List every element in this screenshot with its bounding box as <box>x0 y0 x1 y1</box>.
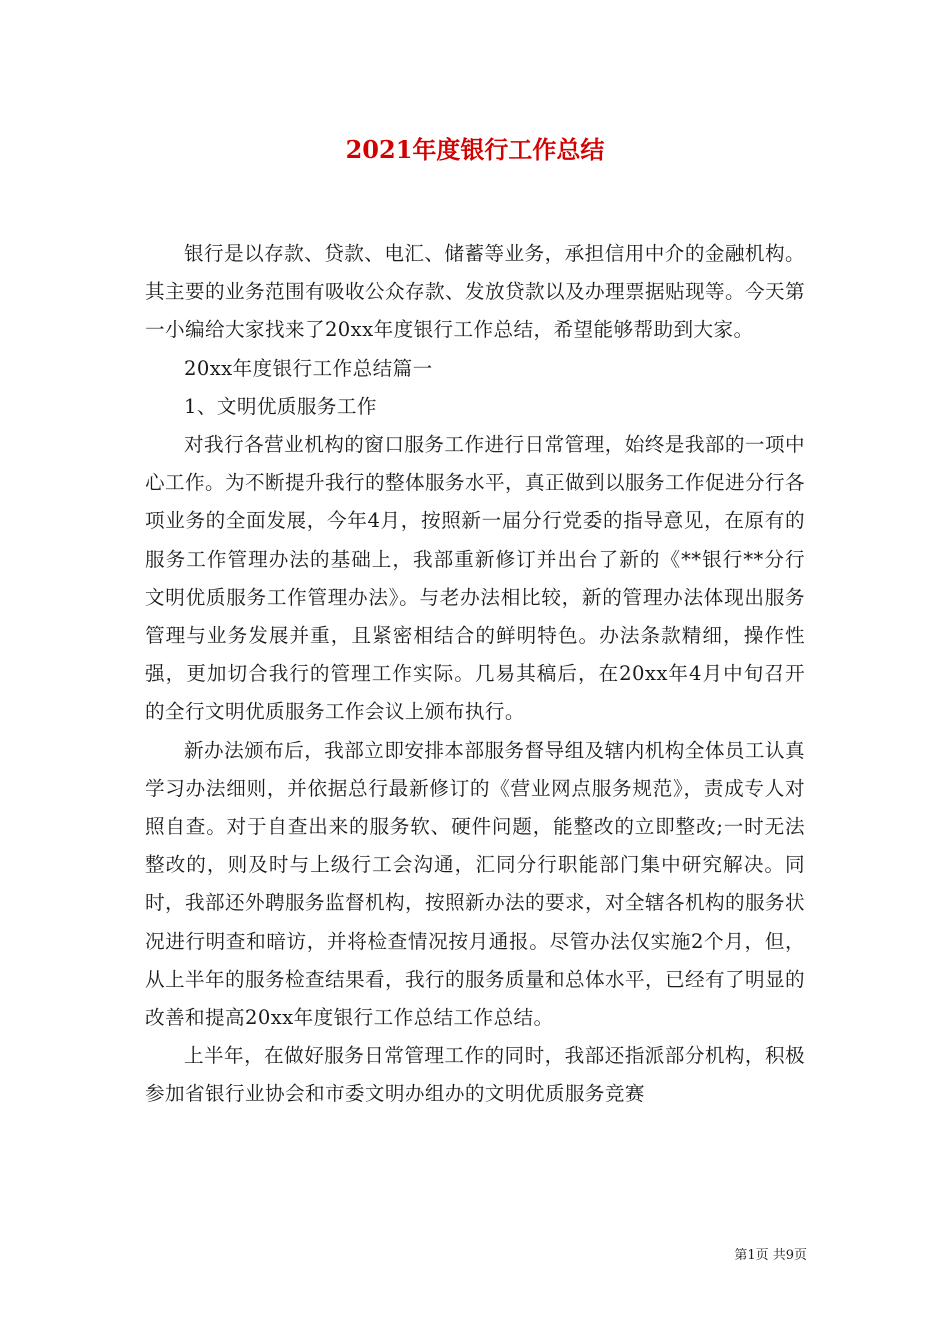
document-title: 2021年度银行工作总结 <box>345 135 605 164</box>
paragraph-intro: 银行是以存款、贷款、电汇、储蓄等业务，承担信用中介的金融机构。其主要的业务范围有吸收公众存款、发放贷款以及办理票据贴现等。今天第一小编给大家找来了20xx年度银行工作总结，希望能够帮助到大家。 <box>145 242 805 342</box>
section-heading: 20xx年度银行工作总结篇一 <box>184 356 433 380</box>
paragraph-new-rules: 新办法颁布后，我部立即安排本部服务督导组及辖内机构全体员工认真学习办法细则，并依据总行最新修订的《营业网点服务规范》，责成专人对照自查。对于自查出来的服务软、硬件问题，能整改的立即整改;一时无法整改的，则及时与上级行工会沟通，汇同分行职能部门集中研究解决。同时，我部还外聘服务监督机构，按照新办法的要求，对全辖各机构的服务状况进行明查和暗访，并将检查情况按月通报。尽管办法仅实施2个月，但，从上半年的服务检查结果看，我行的服务质量和总体水平，已经有了明显的改善和提高20xx年度银行工作总结工作总结。 <box>145 738 805 1030</box>
page-number-footer: 第1页 共9页 <box>734 1248 807 1263</box>
document-body <box>145 235 805 1114</box>
paragraph-service-management: 对我行各营业机构的窗口服务工作进行日常管理，始终是我部的一项中心工作。为不断提升我行的整体服务水平，真正做到以服务工作促进分行各项业务的全面发展，今年4月，按照新一届分行党委的指导意见，在原有的服务工作管理办法的基础上，我部重新修订并出台了新的《**银行**分行文明优质服务工作管理办法》。与老办法相比较，新的管理办法体现出服务管理与业务发展并重，且紧密相结合的鲜明特色。办法条款精细，操作性强，更加切合我行的管理工作实际。几易其稿后，在20xx年4月中旬召开的全行文明优质服务工作会议上颁布执行。 <box>145 433 805 724</box>
paragraph-first-half: 上半年，在做好服务日常管理工作的同时，我部还指派部分机构，积极参加省银行业协会和市委文明办组办的文明优质服务竞赛 <box>145 1044 805 1106</box>
subsection-heading: 1、文明优质服务工作 <box>184 394 377 418</box>
